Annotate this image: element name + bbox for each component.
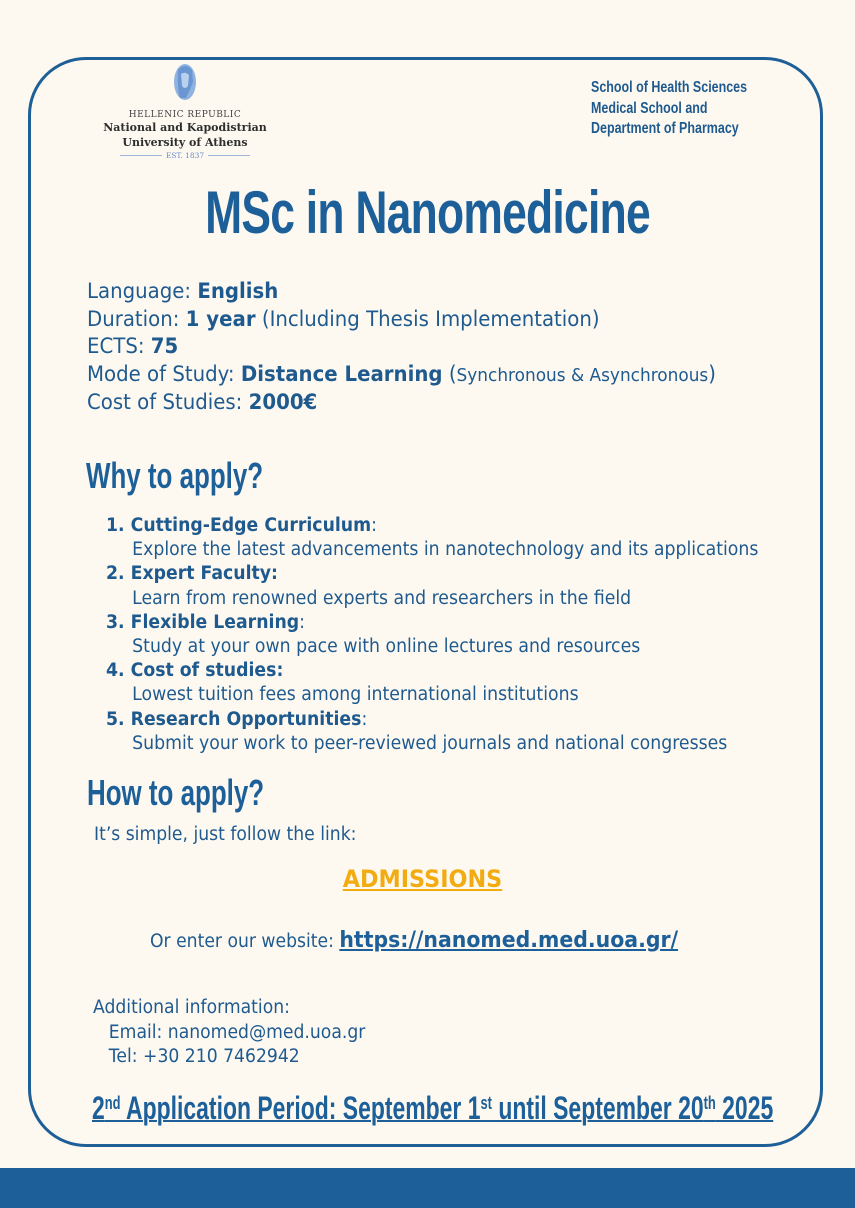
period-sup: th <box>703 1093 716 1113</box>
fact-note: Synchronous & Asynchronous <box>456 364 709 386</box>
list-item <box>106 514 758 562</box>
period-text: 2025 <box>715 1090 774 1126</box>
reason-description: Study at your own pace with online lectures and resources <box>132 636 641 658</box>
website-label: Or enter our website: <box>150 931 340 952</box>
how-apply-text: It’s simple, just follow the link: <box>94 824 357 845</box>
athena-head-icon <box>172 62 198 102</box>
fact-value: 1 year <box>185 306 256 331</box>
reason-description: Lowest tuition fees among international institutions <box>132 684 579 706</box>
fact-note-close: ) <box>708 361 716 386</box>
school-line-2: Medical School and <box>591 99 708 117</box>
fact-label: ECTS: <box>87 334 151 358</box>
divider <box>208 155 250 156</box>
university-name-line1: National and Kapodistrian <box>103 121 267 134</box>
contact-heading: Additional information: <box>93 997 290 1018</box>
school-line-1: School of Health Sciences <box>591 79 748 96</box>
fact-value: 75 <box>150 334 179 358</box>
period-text: until September 20 <box>491 1090 704 1126</box>
divider <box>120 155 162 156</box>
period-sup: nd <box>104 1093 121 1113</box>
reason-suffix: : <box>361 708 368 730</box>
established-label <box>95 151 275 160</box>
how-apply-heading: How to apply? <box>87 772 265 813</box>
reason-suffix: : <box>371 515 377 536</box>
period-sup: st <box>480 1093 492 1113</box>
reason-suffix: : <box>299 611 305 633</box>
fact-label: Cost of Studies: <box>87 390 249 414</box>
reason-title: 2. Expert Faculty: <box>106 563 278 585</box>
reason-title: 1. Cutting-Edge Curriculum <box>106 515 372 536</box>
school-name <box>591 78 747 140</box>
reason-description: Learn from renowned experts and researchers in the field <box>132 587 632 609</box>
admissions-link[interactable]: ADMISSIONS <box>342 865 503 893</box>
contact-info <box>93 996 365 1070</box>
fact-value: English <box>197 279 279 303</box>
school-line-3: Department of Pharmacy <box>591 120 739 137</box>
list-item <box>106 659 758 707</box>
website-link[interactable]: https://nanomed.med.uoa.gr/ <box>339 928 679 953</box>
fact-duration <box>87 306 716 334</box>
fact-note-open: ( <box>442 361 457 386</box>
reason-description: Explore the latest advancements in nanotechnology and its applications <box>132 539 759 561</box>
footer-bar <box>0 1168 855 1208</box>
period-text: 2 <box>92 1090 105 1126</box>
university-name-line2: University of Athens <box>122 136 248 149</box>
application-period <box>92 1090 773 1127</box>
fact-note: (Including Thesis Implementation) <box>255 306 600 331</box>
why-apply-heading: Why to apply? <box>86 455 264 496</box>
period-text: Application Period: September 1 <box>120 1090 481 1126</box>
list-item <box>106 562 758 610</box>
fact-label: Mode of Study: <box>87 361 241 386</box>
republic-label: HELLENIC REPUBLIC <box>128 110 242 120</box>
reason-title: 5. Research Opportunities <box>106 708 362 730</box>
fact-mode <box>87 361 716 390</box>
fact-label: Language: <box>87 279 198 303</box>
fact-language <box>87 278 716 306</box>
contact-email[interactable]: Email: nanomed@med.uoa.gr <box>108 1021 366 1043</box>
reason-title: 4. Cost of studies: <box>106 660 284 682</box>
website-line <box>150 928 678 953</box>
reason-description: Submit your work to peer-reviewed journals and national congresses <box>132 732 728 754</box>
list-item <box>106 611 758 659</box>
page-title: MSc in Nanomedicine <box>205 179 650 246</box>
fact-ects <box>87 333 716 361</box>
reasons-list <box>106 514 758 756</box>
program-facts <box>87 278 716 417</box>
university-logo <box>95 62 275 160</box>
reason-title: 3. Flexible Learning <box>106 611 300 633</box>
fact-value: Distance Learning <box>240 361 443 386</box>
fact-cost <box>87 389 716 417</box>
fact-value: 2000€ <box>248 390 318 414</box>
contact-tel: Tel: +30 210 7462942 <box>108 1046 300 1067</box>
list-item <box>106 708 758 756</box>
fact-label: Duration: <box>87 306 186 331</box>
established-text: EST. 1837 <box>165 151 205 160</box>
